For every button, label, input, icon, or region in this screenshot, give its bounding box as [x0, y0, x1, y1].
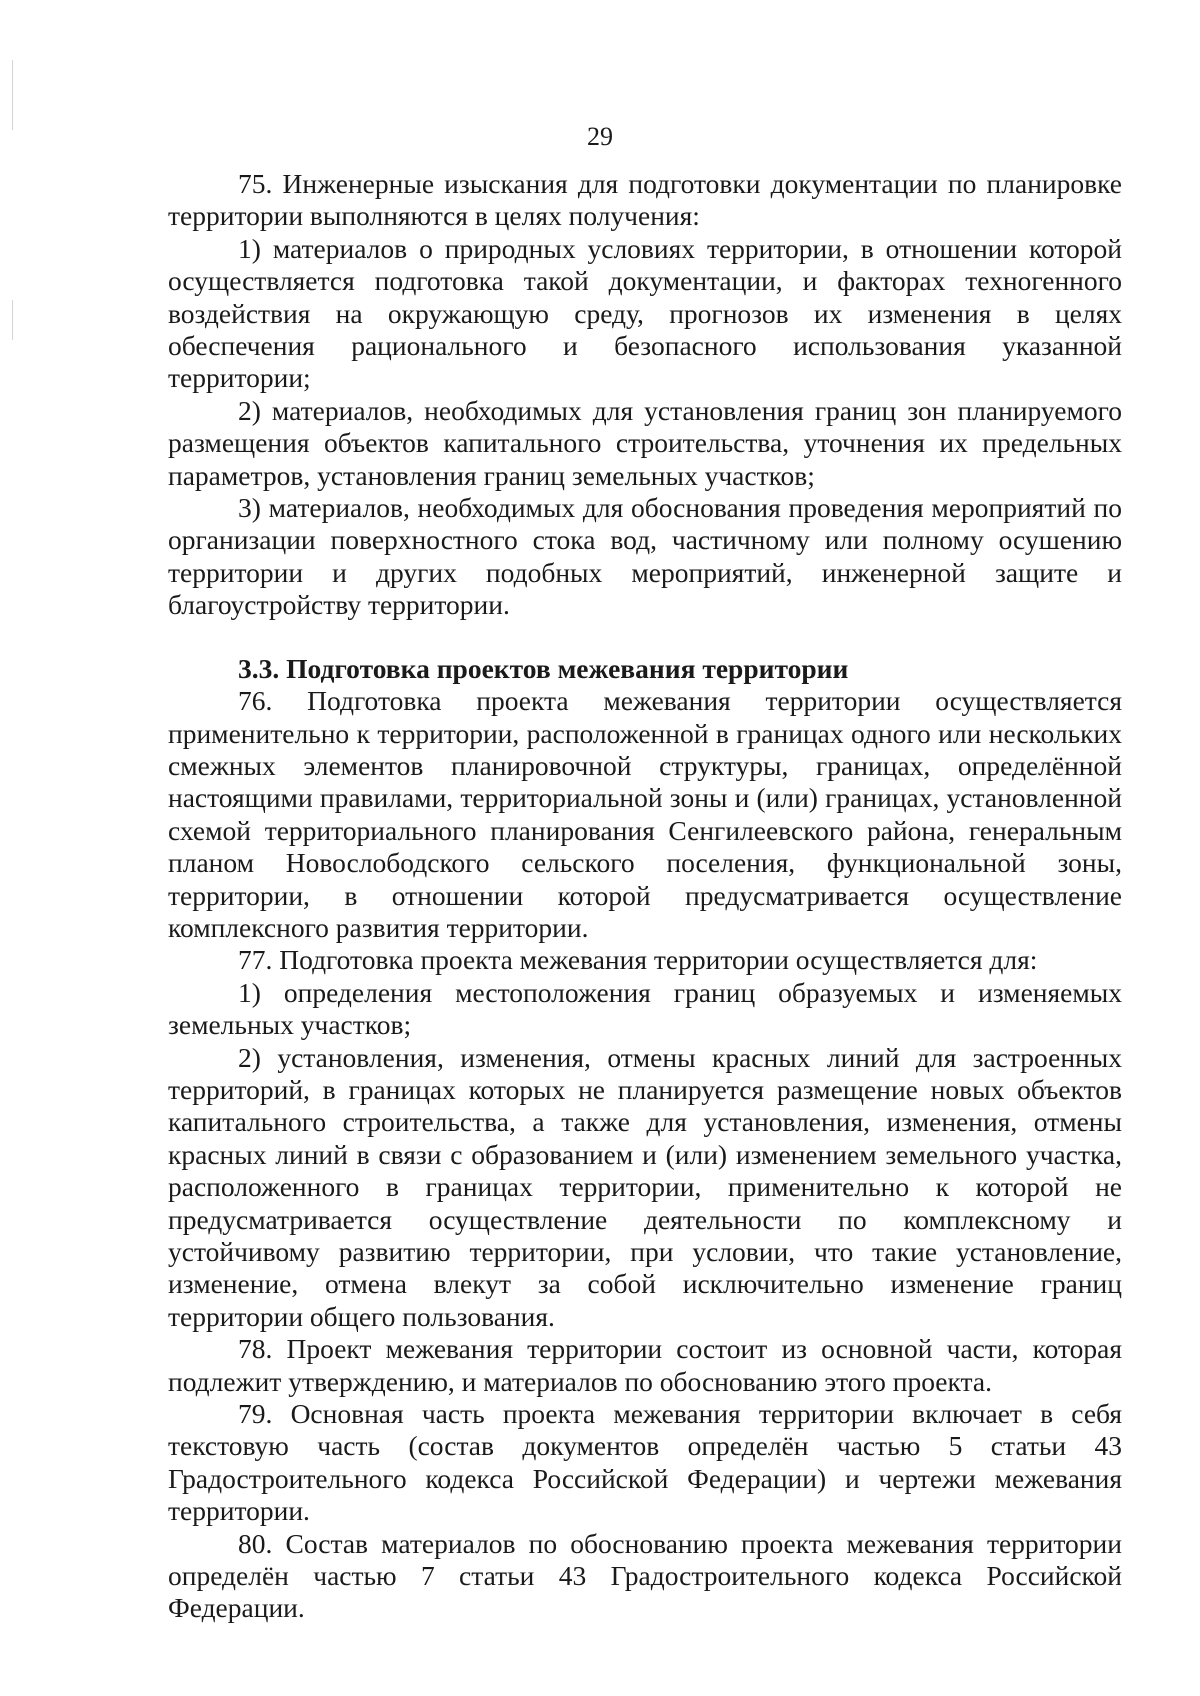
- paragraph-79: 79. Основная часть проекта межевания территории включает в себя текстовую часть (состав документов определён частью 5 статьи 43 Градостроительного кодекса Российской Федерации) и чертежи межевания территории.: [168, 1398, 1122, 1527]
- paragraph-80: 80. Состав материалов по обоснованию проекта межевания территории определён частью 7 статьи 43 Градостроительного кодекса Российской Федерации.: [168, 1527, 1122, 1624]
- scan-margin-line: [12, 60, 13, 130]
- list-item-75-2: 2) материалов, необходимых для установления границ зон планируемого размещения объектов капитального строительства, уточнения их предельных параметров, установления границ земельных участков;: [168, 394, 1122, 491]
- paragraph-75: 75. Инженерные изыскания для подготовки документации по планировке территории выполняются в целях получения:: [168, 168, 1122, 232]
- page-number: 29: [587, 122, 613, 151]
- paragraph-78: 78. Проект межевания территории состоит из основной части, которая подлежит утверждению, и материалов по обоснованию этого проекта.: [168, 1333, 1122, 1397]
- paragraph-76: 76. Подготовка проекта межевания территории осуществляется применительно к территории, расположенной в границах одного или нескольких смежных элементов планировочной структуры, границах, определённой настоящими правилами, территориальной зоны и (или) границах, установленной схемой территориального планирования Сенгилеевского района, генеральным планом Новослободского сельского поселения, функциональной зоны, территории, в отношении которой предусматривается осуществление комплексного развития территории.: [168, 685, 1122, 943]
- scan-margin-line: [12, 300, 13, 340]
- paragraph-77: 77. Подготовка проекта межевания территории осуществляется для:: [238, 944, 1038, 976]
- document-body: [168, 168, 1122, 1625]
- list-item-75-3: 3) материалов, необходимых для обоснования проведения мероприятий по организации поверхностного стока вод, частичному или полному осушению территории и других подобных мероприятий, инженерной защите и благоустройству территории.: [168, 492, 1122, 621]
- list-item-77-1: 1) определения местоположения границ образуемых и изменяемых земельных участков;: [168, 976, 1122, 1041]
- section-heading-3-3: 3.3. Подготовка проектов межевания территории: [238, 652, 849, 684]
- list-item-77-2: 2) установления, изменения, отмены красных линий для застроенных территорий, в границах которых не планируется размещение новых объектов капитального строительства, а также для установления, изменения, отмены красных линий в связи с образованием и (или) изменением земельного участка, расположенного в границах территории, применительно к которой не предусматривается осуществление деятельности по комплексному и устойчивому развитию территории, при условии, что такие установление, изменение, отмена влекут за собой исключительно изменение границ территории общего пользования.: [168, 1041, 1122, 1332]
- list-item-75-1: 1) материалов о природных условиях территории, в отношении которой осуществляется подготовка такой документации, и факторах техногенного воздействия на окружающую среду, прогнозов их изменения в целях обеспечения рационального и безопасного использования указанной территории;: [168, 232, 1122, 394]
